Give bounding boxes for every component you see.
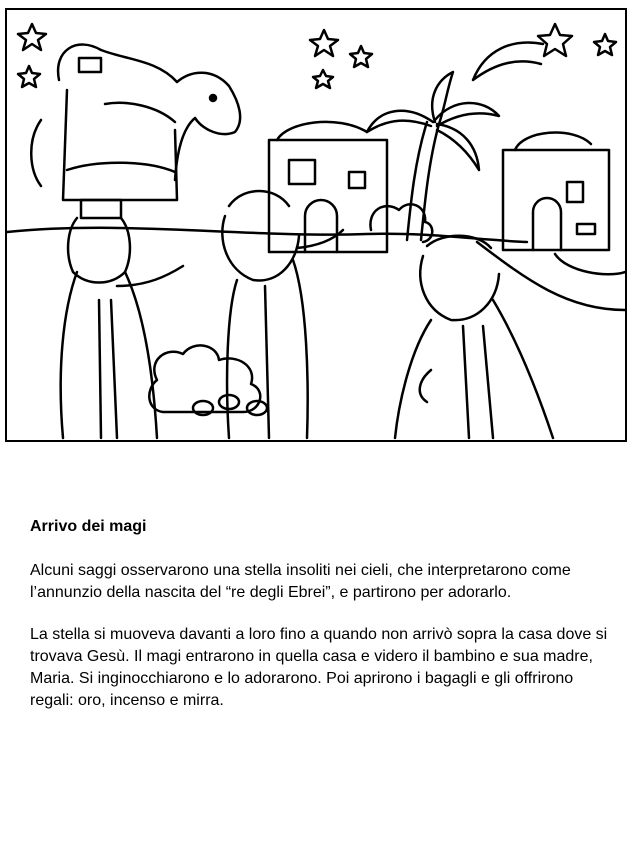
camel-icon	[31, 45, 240, 200]
magi-illustration	[5, 8, 627, 442]
house-icon	[503, 133, 609, 250]
magus-icon	[222, 191, 343, 438]
magus-icon	[61, 200, 183, 438]
star-icon	[18, 24, 616, 88]
comet-star-icon	[473, 24, 572, 80]
story-text	[30, 516, 610, 732]
story-title: Arrivo dei magi	[30, 518, 147, 535]
ground-line-icon	[7, 228, 527, 242]
story-paragraph-1: Alcuni saggi osservarono una stella insoliti nei cieli, che interpretarono come l’annunzio della nascita del “re degli Ebrei”, e partirono per adorarlo.	[30, 562, 571, 601]
magus-icon	[395, 236, 553, 438]
house-icon	[269, 122, 387, 252]
story-paragraph-2: La stella si muoveva davanti a loro fino a quando non arrivò sopra la casa dove si trovava Gesù. Il magi entrarono in quella casa e videro il bambino e sua madre, Maria. Si inginocchiarono e lo adorarono. Poi aprirono i bagagli e gli offrirono regali: oro, incenso e mirra.	[30, 626, 608, 709]
road-icon	[555, 254, 625, 274]
magi-coloring-illustration	[7, 10, 625, 440]
